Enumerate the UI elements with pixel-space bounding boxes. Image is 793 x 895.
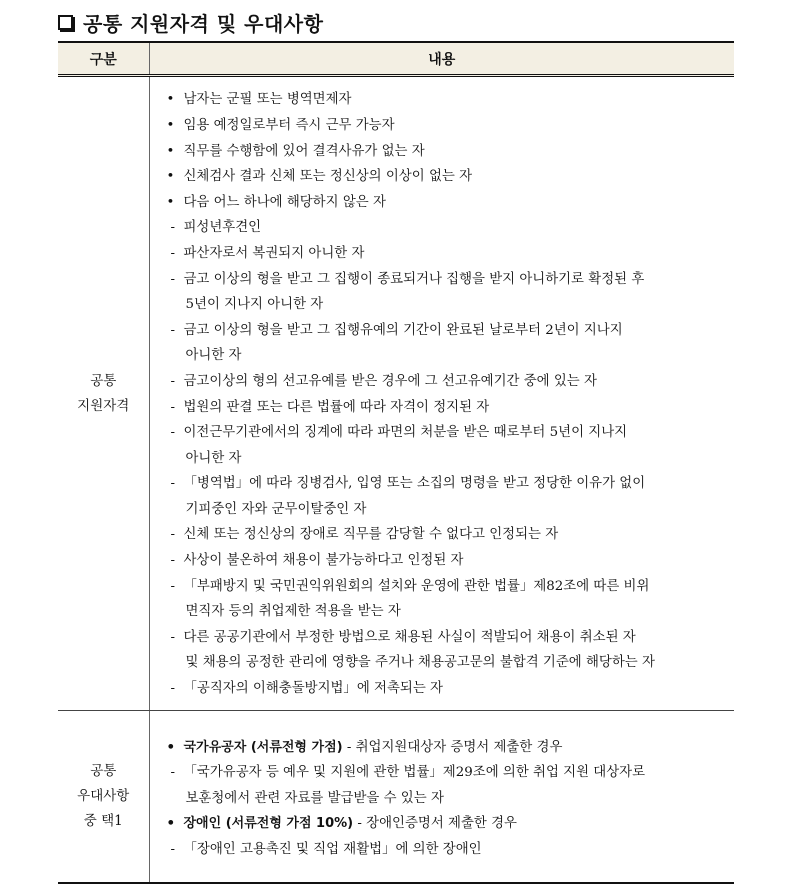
item-text: 「부패방지 및 국민권익위원회의 설치와 운영에 관한 법률」제82조에 따른 비위 <box>183 578 650 594</box>
preference-list <box>150 721 735 873</box>
item-text: 아니한 자 <box>185 348 242 364</box>
checkbox-icon <box>58 15 73 30</box>
list-item <box>158 369 735 395</box>
table-row <box>58 76 734 711</box>
item-text: 다른 공공기관에서 부정한 방법으로 채용된 사실이 적발되어 채용이 취소된 자 <box>183 629 636 645</box>
list-item <box>158 292 735 318</box>
list-item <box>158 139 735 165</box>
list-item <box>158 87 735 113</box>
item-text: 「국가유공자 등 예우 및 지원에 관한 법률」제29조에 의한 취업 지원 대상자로 <box>183 765 646 781</box>
item-text: 및 채용의 공정한 관리에 영향을 주거나 채용공고문의 불합격 기준에 해당하는 자 <box>185 655 655 671</box>
category-line: 중 택1 <box>83 813 123 829</box>
list-item <box>158 625 735 651</box>
row-content-qualification <box>149 76 734 711</box>
header-category: 구분 <box>58 42 149 76</box>
list-item <box>158 343 735 369</box>
section-title <box>58 8 323 36</box>
category-line: 지원자격 <box>77 397 130 414</box>
list-item <box>158 395 735 421</box>
item-text: - 장애인증명서 제출한 경우 <box>353 816 517 832</box>
item-text: 법원의 판결 또는 다른 법률에 따라 자격이 정지된 자 <box>183 399 490 415</box>
category-line: 공통 <box>90 372 117 389</box>
list-item <box>158 786 735 812</box>
list-item <box>158 735 735 761</box>
list-item <box>158 522 735 548</box>
list-item <box>158 574 735 600</box>
list-item <box>158 676 735 702</box>
item-text: 면직자 등의 취업제한 적용을 받는 자 <box>185 604 401 620</box>
table-row <box>58 711 734 884</box>
list-item <box>158 548 735 574</box>
list-item <box>158 599 735 625</box>
list-item <box>158 164 735 190</box>
section-title-text: 공통 지원자격 및 우대사항 <box>83 11 324 36</box>
item-text: 「병역법」에 따라 징병검사, 입영 또는 소집의 명령을 받고 정당한 이유가 없이 <box>183 476 646 492</box>
row-category-preference <box>58 711 149 884</box>
item-text: 피성년후견인 <box>183 220 262 236</box>
list-item <box>158 811 735 837</box>
item-emphasis: 국가유공자 (서류전형 가점) <box>183 739 343 755</box>
list-item <box>158 190 735 216</box>
item-text: 파산자로서 복권되지 아니한 자 <box>183 245 365 261</box>
item-text: 「공직자의 이해충돌방지법」에 저촉되는 자 <box>183 681 443 697</box>
item-text: 다음 어느 하나에 해당하지 않은 자 <box>183 194 386 210</box>
category-line: 우대사항 <box>77 788 130 804</box>
item-text: 사상이 불온하여 채용이 불가능하다고 인정된 자 <box>183 553 464 569</box>
item-text: 신체 또는 정신상의 장애로 직무를 감당할 수 없다고 인정되는 자 <box>183 527 559 543</box>
list-item <box>158 113 735 139</box>
list-item <box>158 446 735 472</box>
item-text: 임용 예정일로부터 즉시 근무 가능자 <box>183 117 395 133</box>
list-item <box>158 497 735 523</box>
list-item <box>158 471 735 497</box>
list-item <box>158 420 735 446</box>
item-text: 5년이 지나지 아니한 자 <box>185 297 324 313</box>
table-header-row <box>58 42 734 76</box>
item-text: 남자는 군필 또는 병역면제자 <box>183 92 352 108</box>
item-text: 「장애인 고용촉진 및 직업 재활법」에 의한 장애인 <box>183 841 482 857</box>
header-content: 내용 <box>149 42 734 76</box>
item-emphasis: 장애인 (서류전형 가점 10%) <box>183 816 354 832</box>
list-item <box>158 837 735 863</box>
item-text: 보훈청에서 관련 자료를 발급받을 수 있는 자 <box>185 790 444 806</box>
list-item <box>158 760 735 786</box>
item-text: 기피중인 자와 군무이탈중인 자 <box>185 501 367 517</box>
qualification-list <box>150 77 735 709</box>
list-item <box>158 267 735 293</box>
list-item <box>158 318 735 344</box>
list-item <box>158 650 735 676</box>
row-category-qualification <box>58 76 149 711</box>
item-text: 금고 이상의 형을 받고 그 집행이 종료되거나 집행을 받지 아니하기로 확정된 후 <box>183 271 645 287</box>
item-text: 직무를 수행함에 있어 결격사유가 없는 자 <box>183 143 425 159</box>
item-text: 금고 이상의 형을 받고 그 집행유예의 기간이 완료된 날로부터 2년이 지나지 <box>183 322 623 338</box>
list-item <box>158 215 735 241</box>
item-text: 금고이상의 형의 선고유예를 받은 경우에 그 선고유예기간 중에 있는 자 <box>183 373 597 389</box>
item-text: 이전근무기관에서의 징계에 따라 파면의 처분을 받은 때로부터 5년이 지나지 <box>183 425 628 441</box>
category-line: 공통 <box>90 763 117 779</box>
row-content-preference <box>149 711 734 884</box>
item-text: - 취업지원대상자 증명서 제출한 경우 <box>342 739 563 755</box>
item-text: 아니한 자 <box>185 450 242 466</box>
list-item <box>158 241 735 267</box>
item-text: 신체검사 결과 신체 또는 정신상의 이상이 없는 자 <box>183 169 473 185</box>
qualification-table <box>58 41 734 884</box>
